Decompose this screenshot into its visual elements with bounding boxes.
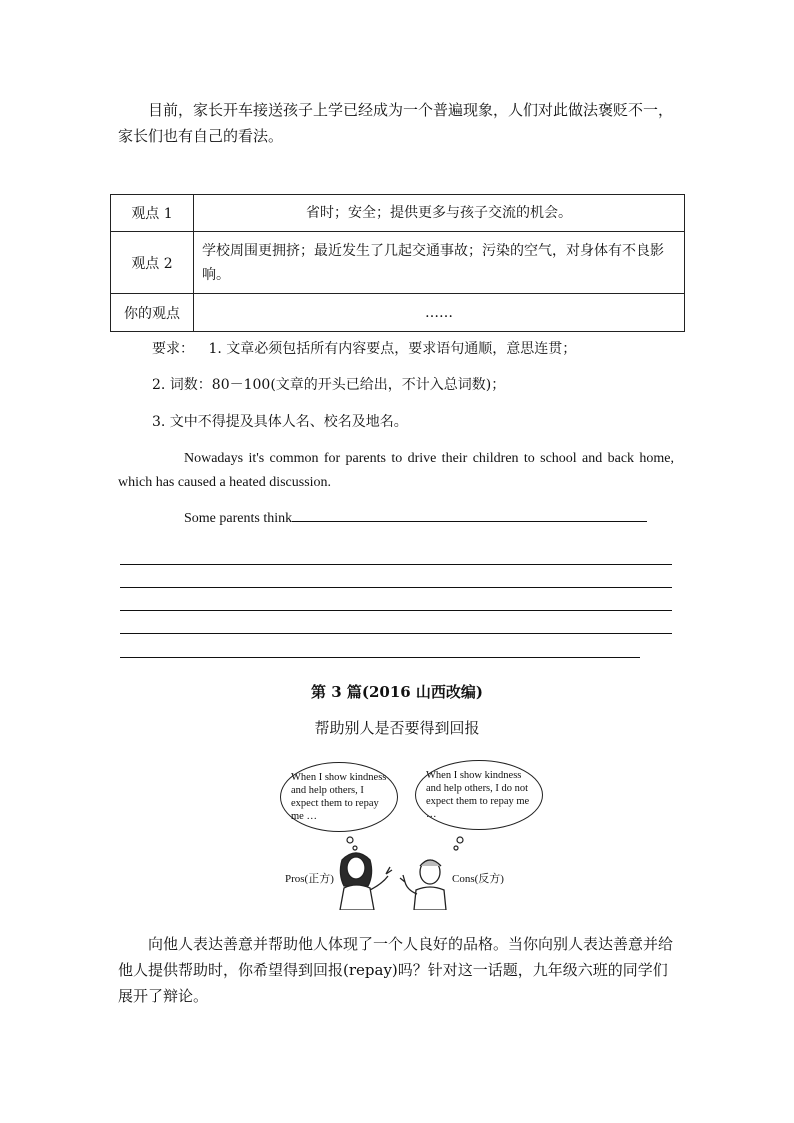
table-row-label: 观点 1: [111, 195, 194, 232]
table-row: [111, 232, 685, 294]
answer-line[interactable]: [120, 610, 672, 611]
requirement-3: 3. 文中不得提及具体人名、校名及地名。: [152, 414, 408, 430]
table-row-content: 学校周围更拥挤；最近发生了几起交通事故；污染的空气，对身体有不良影响。: [194, 232, 685, 294]
essay-prompt: Some parents think: [184, 511, 293, 526]
label-pros: Pros(正方): [285, 873, 334, 885]
table-row: [111, 195, 685, 232]
table-row-content: ……: [194, 294, 685, 332]
figures-drawing: [280, 760, 550, 910]
speech-bubble-left: When I show kindness and help others, I expect them to repay me …: [280, 762, 398, 832]
answer-line[interactable]: [120, 587, 672, 588]
essay-start: Nowadays it's common for parents to drive their children to school and back home, which has caused a heated discussion.: [118, 451, 674, 490]
answer-line[interactable]: [120, 564, 672, 565]
requirements-prefix: 要求：: [152, 341, 194, 357]
speech-bubble-right: When I show kindness and help others, I do not expect them to repay me …: [415, 760, 543, 830]
table-row-content: 省时；安全；提供更多与孩子交流的机会。: [194, 195, 685, 232]
section-subtitle: 帮助别人是否要得到回报: [314, 719, 480, 737]
label-cons: Cons(反方): [452, 873, 504, 885]
essay-prompt-line: [184, 507, 647, 531]
boy-figure: [400, 860, 446, 910]
table-row-label: 你的观点: [111, 294, 194, 332]
debate-paragraph: 向他人表达善意并帮助他人体现了一个人良好的品格。当你向别人表达善意并给他人提供帮助时，你希望得到回报(repay)吗？针对这一话题，九年级六班的同学们展开了辩论。: [118, 935, 674, 1005]
viewpoint-table: [110, 194, 685, 332]
answer-blank[interactable]: [292, 507, 647, 522]
table-row-label: 观点 2: [111, 232, 194, 294]
intro-paragraph: 目前，家长开车接送孩子上学已经成为一个普遍现象，人们对此做法褒贬不一，家长们也有自己的看法。: [118, 101, 674, 145]
requirement-2: 2. 词数：80－100(文章的开头已给出，不计入总词数)；: [152, 377, 506, 393]
answer-line[interactable]: [120, 633, 672, 634]
section-heading: 第 3 篇(2016 山西改编): [310, 683, 484, 701]
answer-line[interactable]: [120, 657, 640, 658]
requirement-text: 1. 文章必须包括所有内容要点，要求语句通顺，意思连贯；: [208, 341, 577, 357]
requirement-1: [152, 338, 576, 358]
table-row: [111, 294, 685, 332]
debate-illustration: [280, 760, 550, 910]
girl-figure: [340, 853, 392, 910]
